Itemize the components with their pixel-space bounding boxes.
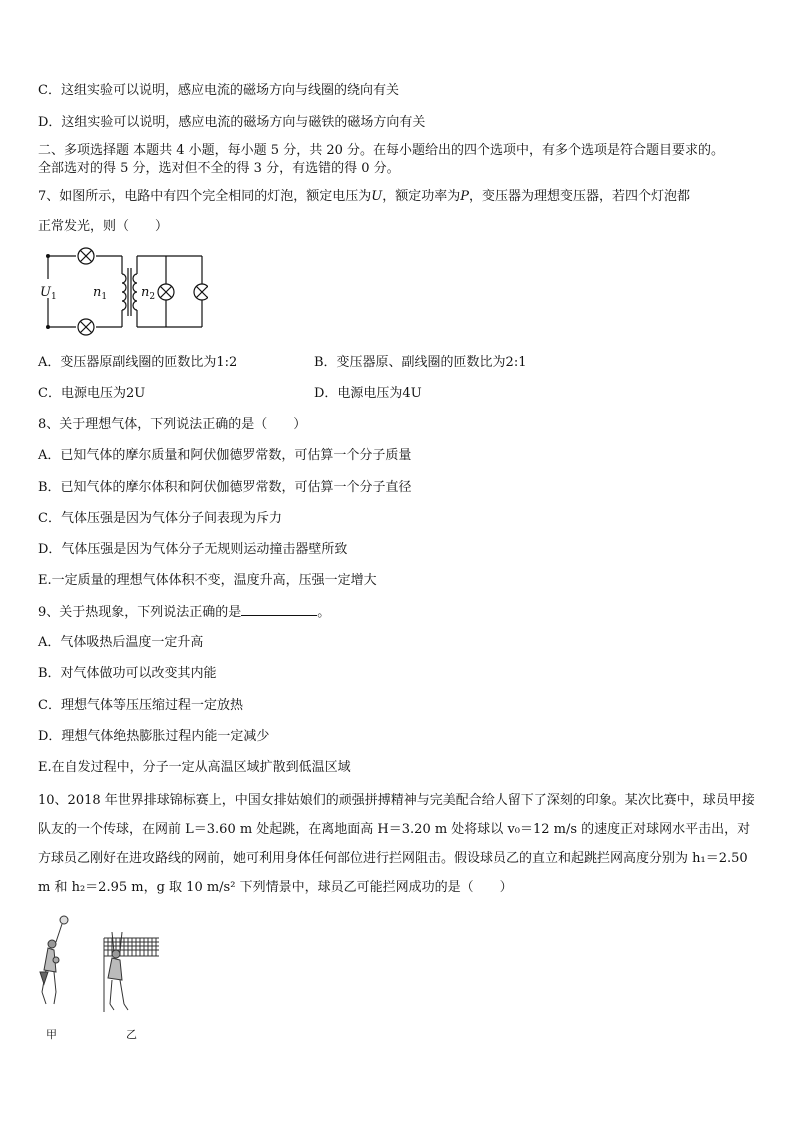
q9-answer-blank[interactable] xyxy=(241,603,317,616)
diagram-n2-sub: 2 xyxy=(149,292,156,302)
q8-option-c: C．气体压强是因为气体分子间表现为斥力 xyxy=(38,511,282,526)
q7-circuit-diagram xyxy=(38,246,208,336)
section-heading: 二、多项选择题 本题共 4 小题，每小题 5 分，共 20 分。在每小题给出的四个选项中，有多个选项是符合题目要求的。 xyxy=(38,143,725,158)
q7-var-p: P xyxy=(460,189,470,204)
diagram-u-label: U xyxy=(40,285,51,300)
q7-option-c: C．电源电压为2U xyxy=(38,386,146,401)
q9-option-d: D．理想气体绝热膨胀过程内能一定减少 xyxy=(38,729,270,744)
q8-stem: 8、关于理想气体，下列说法正确的是（ ） xyxy=(38,417,307,432)
svg-text:n1 xyxy=(93,285,107,302)
line-option-c-prev: C．这组实验可以说明，感应电流的磁场方向与线圈的绕向有关 xyxy=(38,83,399,98)
label-jia: 甲 xyxy=(46,1028,57,1041)
q10-text: 10、2018 年世界排球锦标赛上，中国女排姑娘们的顽强拼搏精神与完美配合给人留下了深刻的印象。某次比赛中，球员甲接队友的一个传球，在网前 L＝3.60 m 处起跳，在离地面高 H＝3.20 m 处将球以 v₀＝12 m/s 的速度正对球网水平击出，对方球员乙刚好在进攻路线的网前，她可利用身体任何部位进行拦网阻击。假设球员乙的直立和起跳拦网高度分别为 h₁＝2.50 m 和 h₂＝2.95 m，g 取 10 m/s² 下列情景中，球员乙可能拦网成功的是（ ） xyxy=(38,793,755,895)
q9-option-c: C．理想气体等压压缩过程一定放热 xyxy=(38,698,243,713)
q8-option-d: D．气体压强是因为气体分子无规则运动撞击器壁所致 xyxy=(38,542,348,557)
q9-option-e: E.在自发过程中，分子一定从高温区域扩散到低温区域 xyxy=(38,760,351,775)
q7-option-b: B．变压器原、副线圈的匝数比为2:1 xyxy=(314,355,527,370)
diagram-n1-sub: 1 xyxy=(101,292,108,302)
diagram-n1-label: n xyxy=(93,285,102,300)
q9-option-a: A．气体吸热后温度一定升高 xyxy=(38,635,204,650)
line-option-d-prev: D．这组实验可以说明，感应电流的磁场方向与磁铁的磁场方向有关 xyxy=(38,115,426,130)
q7-var-u: U xyxy=(371,189,383,204)
q7-option-d: D．电源电压为4U xyxy=(314,386,422,401)
q7-stem xyxy=(38,188,690,206)
svg-text:n2 xyxy=(141,285,155,302)
label-yi: 乙 xyxy=(126,1028,137,1041)
q9-stem-a: 9、关于热现象，下列说法正确的是 xyxy=(38,605,242,620)
q9-stem-b: 。 xyxy=(317,605,331,620)
diagram-u-sub: 1 xyxy=(50,292,57,302)
section-scoring: 全部选对的得 5 分，选对但不全的得 3 分，有选错的得 0 分。 xyxy=(38,161,400,176)
q9-stem xyxy=(38,603,330,622)
q7-stem-a: 7、如图所示，电路中有四个完全相同的灯泡，额定电压为 xyxy=(38,189,372,204)
diagram-n2-label: n xyxy=(141,285,150,300)
q7-stem-c: ，变压器为理想变压器，若四个灯泡都 xyxy=(469,189,691,204)
volleyball-illustration xyxy=(34,912,164,1022)
q9-option-b: B．对气体做功可以改变其内能 xyxy=(38,666,217,681)
q7-stem-b: ，额定功率为 xyxy=(382,189,461,204)
q8-option-e: E.一定质量的理想气体体积不变，温度升高，压强一定增大 xyxy=(38,573,377,588)
q8-option-b: B．已知气体的摩尔体积和阿伏伽德罗常数，可估算一个分子直径 xyxy=(38,480,412,495)
q7-stem-cont: 正常发光，则（ ） xyxy=(38,219,169,234)
q7-option-a: A．变压器原副线圈的匝数比为1:2 xyxy=(38,355,238,370)
q8-option-a: A．已知气体的摩尔质量和阿伏伽德罗常数，可估算一个分子质量 xyxy=(38,448,412,463)
svg-text:U1 xyxy=(40,285,57,302)
